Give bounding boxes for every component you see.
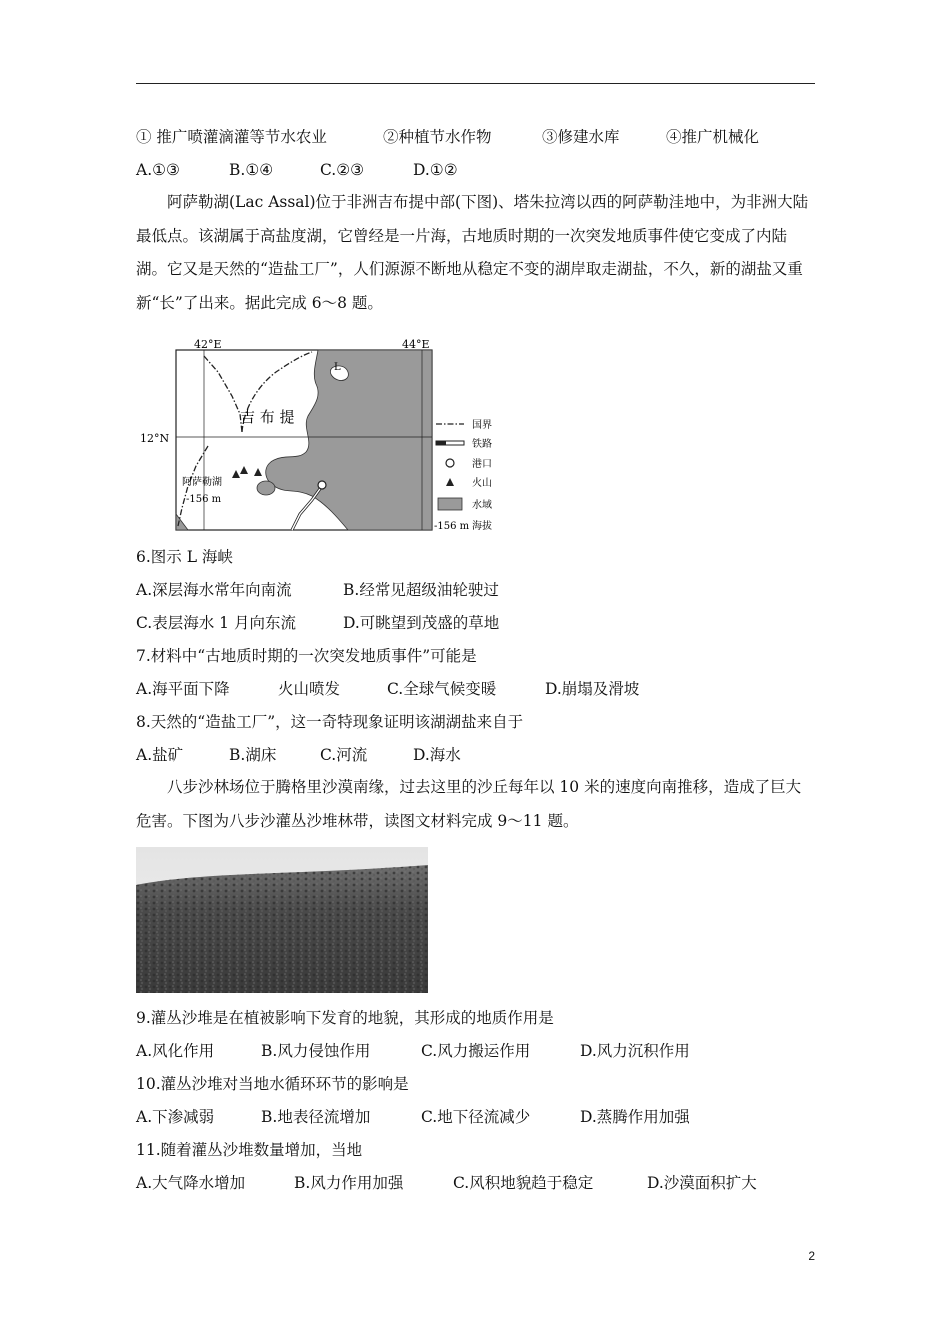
country-label: 吉 布 提 [240, 408, 295, 426]
q8-option-a: A.盐矿 [136, 746, 184, 764]
legend-port-label: 港口 [472, 459, 492, 470]
legend-water-label: 水域 [472, 500, 492, 511]
q6-option-d: D.可眺望到茂盛的草地 [343, 614, 500, 632]
q5-item-3: ③修建水库 [542, 128, 620, 146]
q10-stem: 10.灌丛沙堆对当地水循环环节的影响是 [136, 1075, 409, 1093]
q6-option-b: B.经常见超级油轮驶过 [343, 581, 499, 599]
passage-lac-assal: 阿萨勒湖(Lac Assal)位于非洲吉布提中部(下图)、塔朱拉湾以西的阿萨勒洼地中，为非洲大陆最低点。该湖属于高盐度湖，它曾经是一片海，古地质时期的一次突发地质事件使它变成了内陆湖。它又是天然的“造盐工厂”，人们源源不断地从稳定不变的湖岸取走湖盐，不久，新的湖盐又重新“长”了出来。据此完成 6～8 题。 [136, 193, 809, 312]
lake-assal [257, 481, 275, 495]
passage-babusha: 八步沙林场位于腾格里沙漠南缘，过去这里的沙丘每年以 10 米的速度向南推移，造成了巨大危害。下图为八步沙灌丛沙堆林带，读图文材料完成 9～11 题。 [136, 778, 802, 830]
lake-elev-label: -156 m [186, 494, 222, 505]
shrub-dune-photo [136, 847, 428, 993]
q10-option-b: B.地表径流增加 [261, 1108, 371, 1126]
legend-volcano-symbol [446, 478, 454, 486]
q11-option-c: C.风积地貌趋于稳定 [453, 1174, 594, 1192]
q11-option-b: B.风力作用加强 [294, 1174, 404, 1192]
legend-port-symbol [446, 459, 454, 467]
q7-option-a: A.海平面下降 [136, 680, 230, 698]
q8-option-c: C.河流 [320, 746, 368, 764]
page-number: 2 [808, 1249, 815, 1263]
port-symbol [318, 481, 326, 489]
q5-option-a: A.①③ [136, 161, 180, 179]
legend-volcano-label: 火山 [472, 478, 492, 489]
q5-option-d: D.①② [413, 161, 458, 179]
q5-item-2: ②种植节水作物 [383, 128, 492, 146]
q10-option-a: A.下渗减弱 [136, 1108, 215, 1126]
q5-option-b: B.①④ [229, 161, 274, 179]
q5-option-c: C.②③ [320, 161, 365, 179]
q9-option-d: D.风力沉积作用 [580, 1042, 690, 1060]
legend-elev-label: 海拔 [472, 521, 492, 532]
map-legend [434, 419, 492, 532]
legend-boundary-label: 国界 [472, 420, 492, 431]
q10-option-c: C.地下径流减少 [421, 1108, 531, 1126]
q7-option-d: D.崩塌及滑坡 [545, 680, 640, 698]
q9-stem: 9.灌丛沙堆是在植被影响下发育的地貌，其形成的地质作用是 [136, 1009, 554, 1027]
q11-stem: 11.随着灌丛沙堆数量增加，当地 [136, 1141, 363, 1159]
q6-stem: 6.图示 L 海峡 [136, 548, 233, 566]
q8-option-b: B.湖床 [229, 746, 277, 764]
q9-option-b: B.风力侵蚀作用 [261, 1042, 371, 1060]
legend-elev-value: -156 m [434, 521, 470, 532]
q5-item-1: ① 推广喷灌滴灌等节水农业 [136, 128, 327, 146]
lon-44-label: 44°E [402, 338, 430, 351]
q6-option-a: A.深层海水常年向南流 [136, 581, 292, 599]
photo-shrubs [136, 865, 428, 993]
strait-l-label: L [334, 362, 341, 373]
q7-option-c: C.全球气候变暖 [387, 680, 497, 698]
djibouti-map [136, 336, 508, 534]
q10-option-d: D.蒸腾作用加强 [580, 1108, 690, 1126]
legend-railway-label: 铁路 [472, 439, 492, 450]
q7-stem: 7.材料中“古地质时期的一次突发地质事件”可能是 [136, 647, 477, 665]
q7-option-b: 火山喷发 [278, 680, 341, 698]
q11-option-a: A.大气降水增加 [136, 1174, 246, 1192]
q6-option-c: C.表层海水 1 月向东流 [136, 614, 296, 632]
lake-name-label: 阿萨勒湖 [182, 477, 222, 488]
q11-option-d: D.沙漠面积扩大 [647, 1174, 757, 1192]
header-rule [136, 83, 815, 84]
lon-42-label: 42°E [194, 338, 222, 351]
q9-option-a: A.风化作用 [136, 1042, 215, 1060]
legend-railway-fill [436, 441, 446, 445]
q8-stem: 8.天然的“造盐工厂”，这一奇特现象证明该湖湖盐来自于 [136, 713, 524, 731]
q9-option-c: C.风力搬运作用 [421, 1042, 531, 1060]
legend-water-symbol [438, 498, 462, 510]
q8-option-d: D.海水 [413, 746, 461, 764]
lat-12-label: 12°N [140, 432, 170, 445]
q5-item-4: ④推广机械化 [666, 128, 760, 146]
